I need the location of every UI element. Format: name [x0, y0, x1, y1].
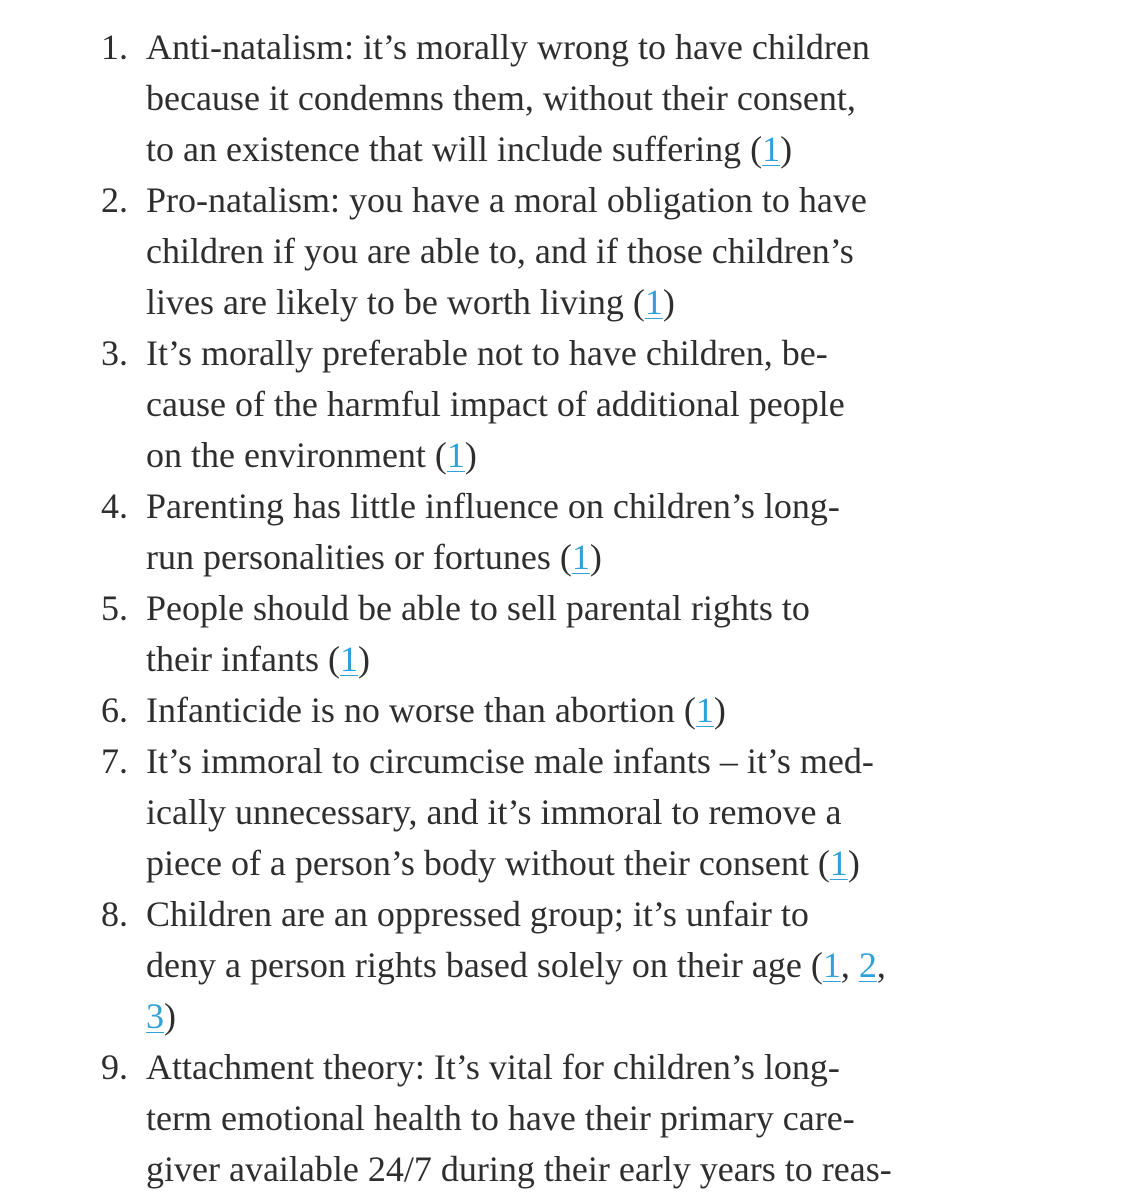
reference-link[interactable]: 1: [339, 639, 358, 679]
text-line: term emotional health to have their primary care-: [146, 1098, 855, 1138]
text-fragment: lives are likely to be worth living (: [146, 282, 645, 322]
list-item: [0, 685, 1026, 736]
text-line-with-ref: [146, 430, 1026, 481]
reference-link[interactable]: 3: [146, 996, 164, 1036]
closing-paren: ): [357, 639, 370, 679]
list-item: [0, 481, 1026, 583]
list-item: [0, 175, 1026, 328]
ref-separator: ,: [876, 945, 886, 985]
reference-link[interactable]: 1: [644, 282, 663, 322]
list-item: [0, 889, 1026, 1042]
list-number: 7.: [101, 741, 128, 781]
closing-paren: ): [164, 996, 176, 1036]
text-fragment: Infanticide is no worse than abortion (: [146, 690, 696, 730]
text-fragment: on the environment (: [146, 435, 447, 475]
text-line-with-ref: [146, 634, 1026, 685]
reference-link[interactable]: 2: [858, 945, 877, 985]
text-line: cause of the harmful impact of additional people: [146, 384, 845, 424]
text-line: It’s morally preferable not to have children, be-: [146, 333, 828, 373]
list-number: 6.: [101, 690, 128, 730]
text-line: because it condemns them, without their consent,: [146, 78, 856, 118]
text-line-with-ref: [146, 532, 1026, 583]
text-line-with-ref: [146, 991, 1026, 1042]
text-line-with-ref: [146, 277, 1026, 328]
text-line: children if you are able to, and if those children’s: [146, 231, 854, 271]
list-number: 8.: [101, 894, 128, 934]
ref-separator: ,: [840, 945, 859, 985]
closing-paren: ): [847, 843, 860, 883]
reference-link[interactable]: 1: [446, 435, 465, 475]
text-line: Attachment theory: It’s vital for children’s long-: [146, 1047, 840, 1087]
text-fragment: deny a person rights based solely on their age (: [146, 945, 823, 985]
text-line: giver available 24/7 during their early years to reas-: [146, 1149, 892, 1189]
text-line: It’s immoral to circumcise male infants – it’s med-: [146, 741, 874, 781]
list-item: [0, 736, 1026, 889]
closing-paren: ): [780, 129, 793, 169]
reference-link[interactable]: 1: [695, 690, 714, 730]
text-line: Parenting has little influence on children’s long-: [146, 486, 840, 526]
numbered-list: [0, 22, 1132, 1195]
list-number: 5.: [101, 588, 128, 628]
text-line-with-ref: [146, 124, 1026, 175]
closing-paren: ): [662, 282, 675, 322]
reference-link[interactable]: 1: [571, 537, 590, 577]
text-fragment: piece of a person’s body without their consent (: [146, 843, 830, 883]
closing-paren: ): [464, 435, 477, 475]
text-fragment: their infants (: [146, 639, 340, 679]
text-line: People should be able to sell parental rights to: [146, 588, 810, 628]
list-item: [0, 1042, 1026, 1195]
list-item: [0, 328, 1026, 481]
reference-link[interactable]: 1: [829, 843, 848, 883]
text-line-with-ref: [146, 838, 1026, 889]
text-line: Pro-natalism: you have a moral obligation to have: [146, 180, 867, 220]
list-number: 1.: [101, 27, 128, 67]
reference-link[interactable]: 1: [762, 129, 781, 169]
reference-link[interactable]: 1: [822, 945, 841, 985]
list-number: 4.: [101, 486, 128, 526]
text-line-with-ref: [146, 940, 1026, 991]
list-number: 9.: [101, 1047, 128, 1087]
list-item: [0, 22, 1026, 175]
text-fragment: to an existence that will include suffering (: [146, 129, 763, 169]
text-line: Anti-natalism: it’s morally wrong to have children: [146, 27, 870, 67]
list-item: [0, 583, 1026, 685]
text-line: Children are an oppressed group; it’s unfair to: [146, 894, 809, 934]
text-fragment: run personalities or fortunes (: [146, 537, 572, 577]
closing-paren: ): [713, 690, 726, 730]
list-number: 2.: [101, 180, 128, 220]
text-line-with-ref: [146, 685, 1026, 736]
list-number: 3.: [101, 333, 128, 373]
closing-paren: ): [589, 537, 602, 577]
text-line: ically unnecessary, and it’s immoral to remove a: [146, 792, 842, 832]
